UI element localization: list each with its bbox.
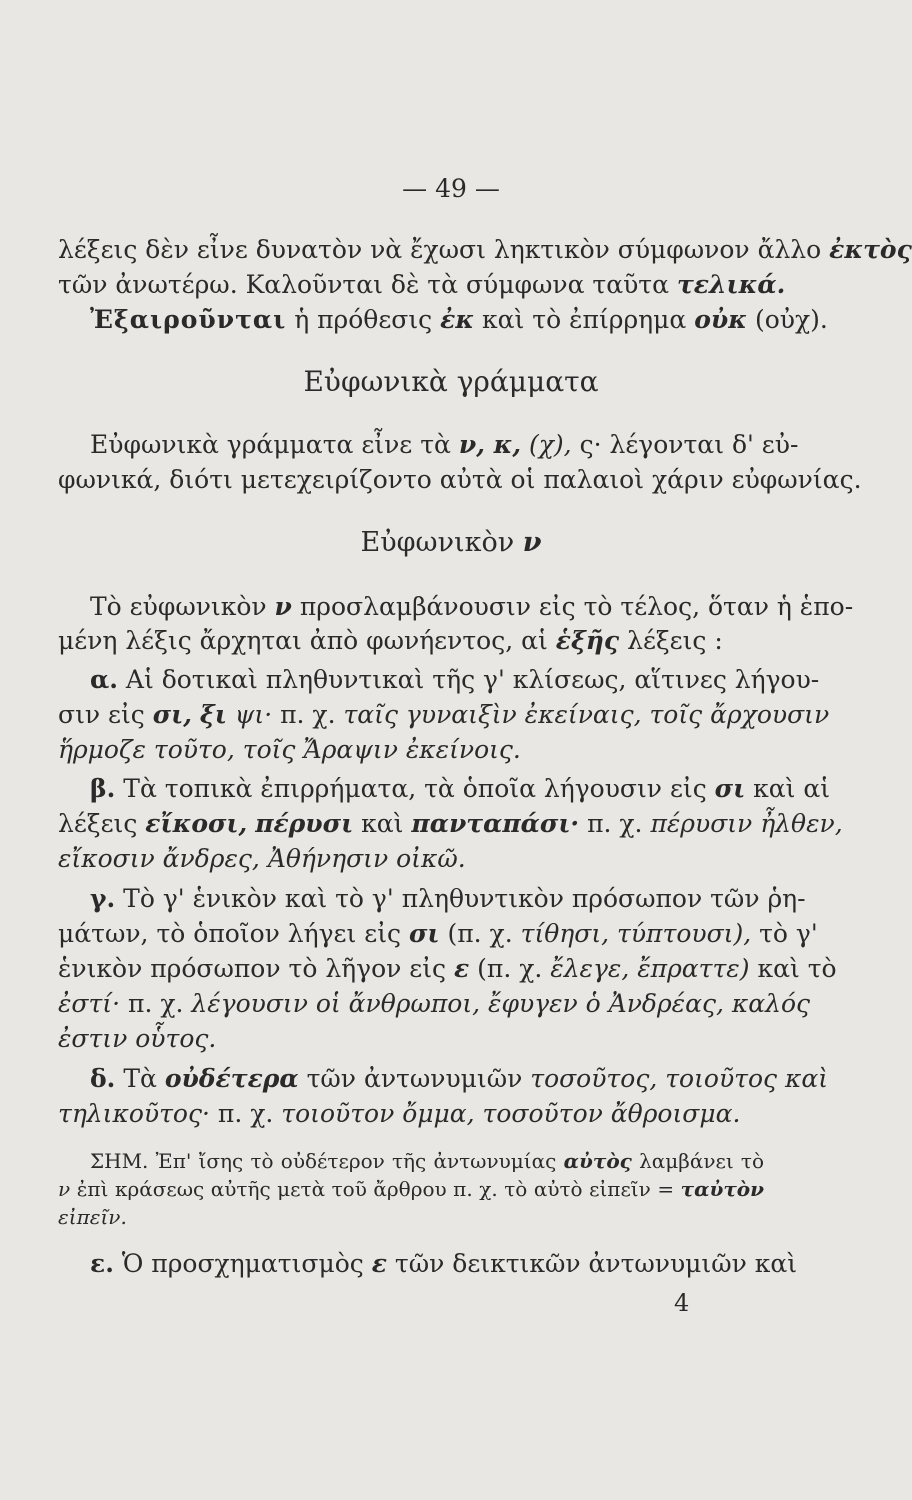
item-b-line-3: εἴκοσιν ἄνδρες, Ἀθήνησιν οἰκῶ. (58, 844, 466, 873)
paragraph-3-line-2: μένη λέξις ἄρχηται ἀπὸ φωνήεντος, αἱ ἑξῆς λέξεις : (58, 626, 723, 655)
item-a-line-2: σιν εἰς σι, ξι ψι· π. χ. ταῖς γυναιξὶν ἐκείναις, τοῖς ἄρχουσιν (58, 700, 830, 729)
section-heading-euphonic-nu: Εὐφωνικὸν ν (360, 527, 542, 558)
item-c-line-1: γ. Τὸ γ' ἑνικὸν καὶ τὸ γ' πληθυντικὸν πρόσωπον τῶν ῥη- (90, 884, 806, 913)
note-line-3: εἰπεῖν. (58, 1205, 127, 1229)
note-line-2: ν ἐπὶ κράσεως αὐτῆς μετὰ τοῦ ἄρθρου π. χ. τὸ αὐτὸ εἰπεῖν = ταὐτὸν (58, 1177, 765, 1201)
paragraph-2-line-1: Εὐφωνικὰ γράμματα εἶνε τὰ ν, κ, (χ), ς· λέγονται δ' εὐ- (90, 430, 799, 459)
item-d-line-1: δ. Τὰ οὐδέτερα τῶν ἀντωνυμιῶν τοσοῦτος, τοιοῦτος καὶ (90, 1064, 829, 1093)
item-a-line-1: α. Αἱ δοτικαὶ πληθυντικαὶ τῆς γ' κλίσεως, αἵτινες λήγου- (90, 665, 820, 694)
section-heading-euphonic-letters: Εὐφωνικὰ γράμματα (303, 365, 599, 398)
signature-mark: 4 (674, 1289, 690, 1317)
item-b-line-2: λέξεις εἴκοσι, πέρυσι καὶ πανταπάσι· π. χ. πέρυσιν ἦλθεν, (58, 809, 843, 838)
note-line-1: ΣΗΜ. Ἐπ' ἴσης τὸ οὐδέτερον τῆς ἀντωνυμίας αὐτὸς λαμβάνει τὸ (90, 1149, 765, 1173)
item-b-line-1: β. Τὰ τοπικὰ ἐπιρρήματα, τὰ ὁποῖα λήγουσιν εἰς σι καὶ αἱ (90, 774, 831, 803)
item-c-line-4: ἐστί· π. χ. λέγουσιν οἱ ἄνθρωποι, ἔφυγεν ὁ Ἀνδρέας, καλός (58, 989, 811, 1018)
item-c-line-5: ἐστιν οὗτος. (58, 1024, 217, 1053)
paragraph-1-line-2: τῶν ἀνωτέρω. Καλοῦνται δὲ τὰ σύμφωνα ταῦτα τελικά. (58, 270, 786, 299)
item-d-line-2: τηλικοῦτος· π. χ. τοιοῦτον ὄμμα, τοσοῦτον ἄθροισμα. (58, 1099, 741, 1128)
paragraph-1-line-3: Ἐξαιροῦνται ἡ πρόθεσις ἐκ καὶ τὸ ἐπίρρημα οὐκ (οὐχ). (90, 305, 828, 334)
paragraph-2-line-2: φωνικά, διότι μετεχειρίζοντο αὐτὰ οἱ παλαιοὶ χάριν εὐφωνίας. (58, 465, 862, 494)
paragraph-3-line-1: Τὸ εὐφωνικὸν ν προσλαμβάνουσιν εἰς τὸ τέλος, ὅταν ἡ ἑπο- (90, 592, 854, 621)
item-e-line-1: ε. Ὁ προσχηματισμὸς ε τῶν δεικτικῶν ἀντωνυμιῶν καὶ (90, 1249, 798, 1278)
item-a-line-3: ἥρμοζε τοῦτο, τοῖς Ἄραψιν ἐκείνοις. (58, 735, 521, 764)
paragraph-1-line-1: λέξεις δὲν εἶνε δυνατὸν νὰ ἔχωσι ληκτικὸν σύμφωνον ἄλλο ἐκτὸς (58, 235, 912, 264)
item-c-line-2: μάτων, τὸ ὁποῖον λήγει εἰς σι (π. χ. τίθησι, τύπτουσι), τὸ γ' (58, 919, 818, 948)
item-c-line-3: ἑνικὸν πρόσωπον τὸ λῆγον εἰς ε (π. χ. ἔλεγε, ἔπραττε) καὶ τὸ (58, 954, 837, 983)
page-number: — 49 — (402, 174, 500, 203)
